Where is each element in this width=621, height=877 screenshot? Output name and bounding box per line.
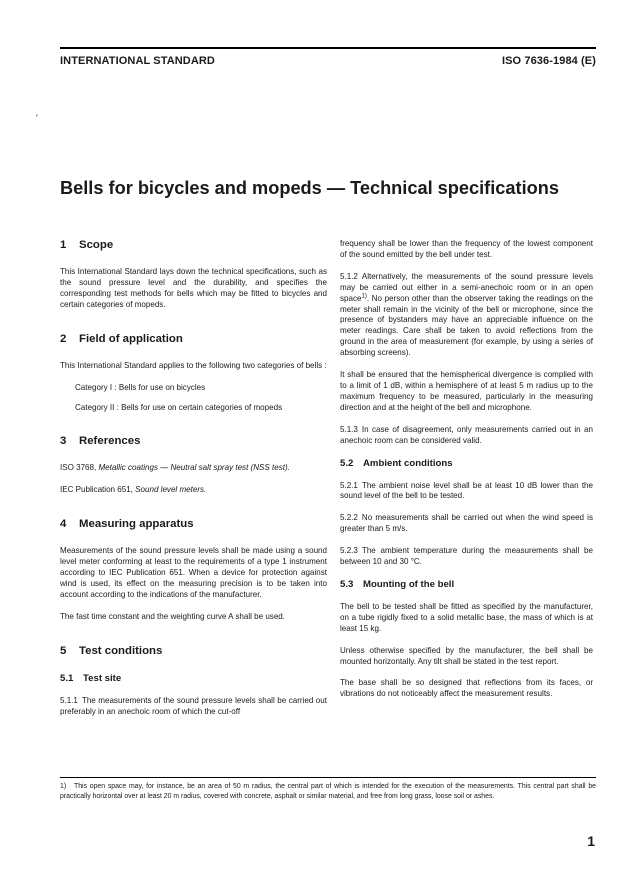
- reference-title: Sound level meters.: [135, 485, 207, 495]
- section-number: 2: [60, 332, 67, 345]
- clause-number: 5.2.2: [340, 513, 358, 523]
- clause-number: 5.1.3: [340, 424, 358, 434]
- subsection-heading-ambient: [340, 458, 593, 470]
- section-number: 5: [60, 644, 67, 657]
- subsection-heading-mounting: [340, 579, 593, 591]
- continued-text: frequency shall be lower than the frequency of the lowest component of the sound emitted by the bell under test.: [340, 239, 593, 259]
- subsection-number: 5.1: [60, 672, 74, 684]
- apparatus-text-2: The fast time constant and the weighting curve A shall be used.: [60, 611, 286, 621]
- clause-5-1-1: [60, 696, 327, 718]
- clause-text-cont: . No person other than the observer taking the readings on the meter shall remain in the vicinity of the bell or microphone, since the presence of bystanders may have an appreciable influence on the meter readings. Care shall be taken to avoid reflections from the ground in the area of measurement (for example, by using a series of absorbing screens).: [340, 293, 593, 358]
- clause-5-2-3: [340, 546, 593, 568]
- subsection-title: Ambient conditions: [363, 457, 453, 469]
- section-title: Test conditions: [79, 644, 163, 657]
- clause-5-1-2-text-2: It shall be ensured that the hemispherical divergence is complied with to a limit of 1 dB, within a hemisphere of at least 5 m radius up to the maximum frequency to be measured, particularly in the measuring direction and at the height of the bell and microphone.: [340, 370, 593, 412]
- footnote-ref: 1): [361, 292, 367, 299]
- section-heading-conditions: [60, 644, 327, 659]
- reference-iso-3768: [60, 463, 327, 474]
- section-heading-references: [60, 434, 327, 449]
- page-number: 1: [587, 833, 595, 849]
- clause-5-1-2: [340, 272, 593, 359]
- apparatus-text-1: Measurements of the sound pressure levels shall be made using a sound level meter conforming at least to the requirements of a type 1 instrument according to IEC Publication 651. When a device for protection against wind is used, its effect on the measuring precision is to be taken into account according to the indications of the manufacturer.: [60, 546, 327, 599]
- subsection-number: 5.2: [340, 457, 354, 469]
- document-title: Bells for bicycles and mopeds — Technical specifications: [60, 178, 559, 198]
- standard-number: ISO 7636-1984 (E): [501, 55, 596, 67]
- subsection-title: Mounting of the bell: [363, 578, 455, 590]
- clause-number: 5.2.1: [340, 480, 358, 490]
- clause-number: 5.1.1: [60, 695, 78, 705]
- subsection-heading-test-site: [60, 673, 327, 685]
- standard-label: INTERNATIONAL STANDARD: [60, 55, 215, 67]
- clause-5-2-2: [340, 513, 593, 535]
- clause-number: 5.2.3: [340, 546, 358, 556]
- section-title: Measuring apparatus: [79, 518, 194, 531]
- clause-5-1-3: [340, 425, 593, 447]
- section-number: 1: [60, 239, 67, 251]
- section-heading-scope: [60, 238, 327, 253]
- footnote-mark: 1): [60, 783, 67, 790]
- reference-id: ISO 3768,: [60, 463, 99, 473]
- section-number: 3: [60, 435, 67, 448]
- reference-iec-651: [60, 485, 327, 496]
- reference-title: Metallic coatings — Neutral salt spray test (NSS test).: [98, 463, 290, 473]
- clause-text: The measurements of the sound pressure levels shall be carried out preferably in an anechoic room of which the cut-off: [60, 695, 327, 716]
- category-2: Category II : Bells for use on certain categories of mopeds: [75, 403, 283, 413]
- clause-text: Alternatively, the measurements of the sound pressure levels may be carried out either in a semi-anechoic room or in an open space: [340, 271, 593, 303]
- clause-text: In case of disagreement, only measurements carried out in an anechoic room can be considered valid.: [340, 424, 593, 445]
- right-column: [340, 239, 593, 711]
- footnote-rule: [60, 777, 596, 778]
- clause-text: The ambient temperature during the measurements shall be between 10 and 30 °C.: [340, 546, 593, 567]
- reference-id: IEC Publication 651,: [60, 485, 136, 495]
- clause-text: The ambient noise level shall be at least 10 dB lower than the sound level of the bell to be tested.: [340, 480, 593, 501]
- mounting-text-1: The bell to be tested shall be fitted as specified by the manufacturer, on a tube rigidly fixed to a solid metallic base, the mass of which is at least 15 kg.: [340, 601, 593, 633]
- mounting-text-3: The base shall be so designed that reflections from its faces, or vibrations do not noticeably affect the measurement results.: [340, 678, 593, 699]
- section-title: Field of application: [79, 332, 183, 345]
- category-1: Category I : Bells for use on bicycles: [75, 382, 206, 392]
- clause-text: No measurements shall be carried out when the wind speed is greater than 5 m/s.: [340, 513, 593, 534]
- scope-text: This International Standard lays down the technical specifications, such as the sound pressure level and the durability, and specifies the corresponding test methods for bells which may be fitted to bicycles and certain categories of mopeds.: [60, 267, 327, 309]
- section-heading-field: [60, 332, 327, 347]
- footnote: [60, 782, 596, 801]
- footnote-text: This open space may, for instance, be an area of 50 m radius, the central part of which is intended for the execution of the measurements. This central part shall be practically horizontal over at least 20 m radius, covered with concrete, asphalt or similar material, and free from long grass, loose soil or ashes.: [60, 783, 596, 800]
- section-heading-apparatus: [60, 517, 327, 532]
- header-rule: [60, 47, 596, 49]
- clause-5-2-1: [340, 481, 593, 503]
- section-title: References: [79, 435, 141, 448]
- left-column: [60, 238, 327, 728]
- subsection-number: 5.3: [340, 578, 354, 590]
- clause-number: 5.1.2: [340, 271, 358, 281]
- mounting-text-2: Unless otherwise specified by the manufacturer, the bell shall be mounted horizontally. Any tilt shall be stated in the test report.: [340, 645, 593, 666]
- field-text: This International Standard applies to the following two categories of bells :: [60, 360, 327, 370]
- subsection-title: Test site: [83, 672, 122, 684]
- section-number: 4: [60, 518, 67, 531]
- margin-mark: ': [36, 113, 38, 123]
- section-title: Scope: [79, 239, 114, 251]
